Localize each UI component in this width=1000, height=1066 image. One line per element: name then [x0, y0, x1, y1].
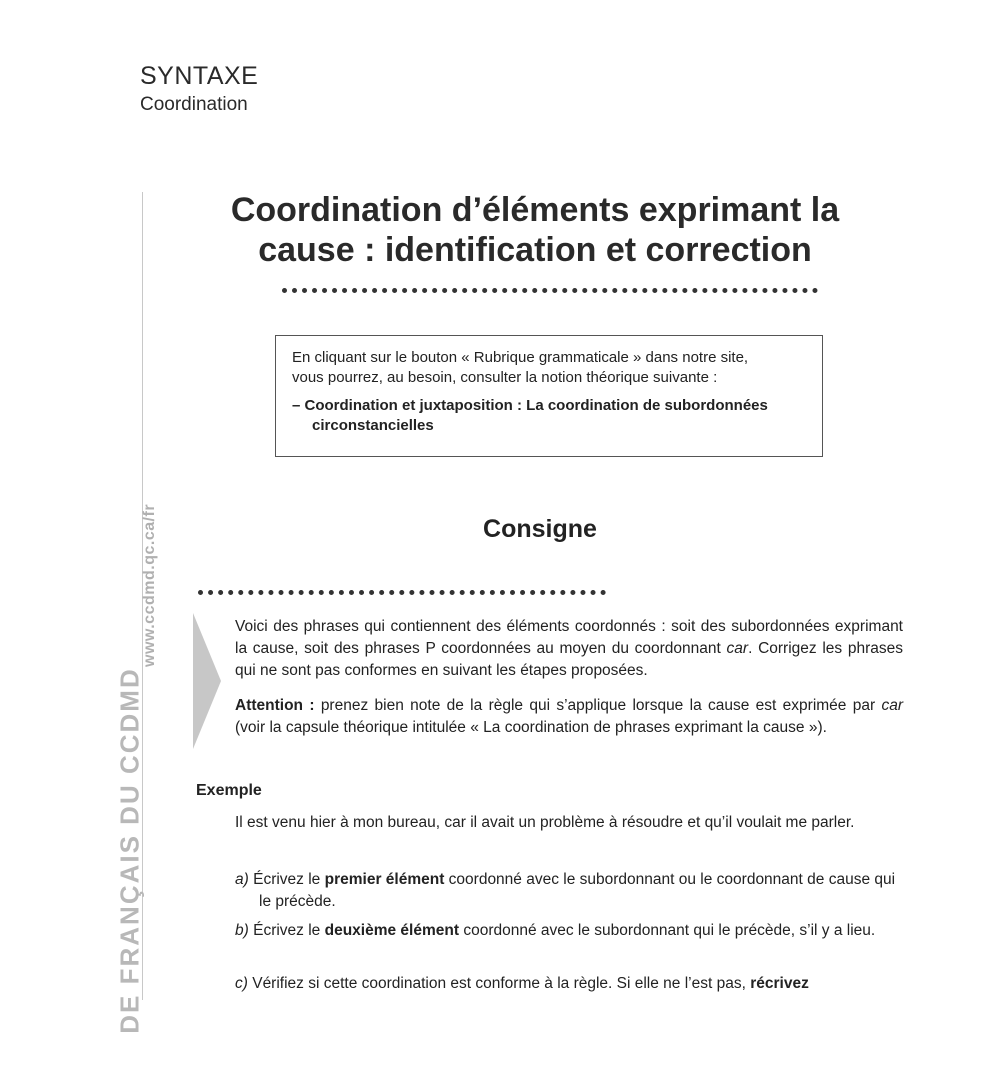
step-a-marker: a) — [235, 871, 249, 888]
step-b-pre: Écrivez le — [248, 922, 325, 939]
page-title-line-2: cause : identification et correction — [258, 231, 812, 269]
consigne-p2-text-b: (voir la capsule théorique intitulée « La coordination de phrases exprimant la cause »). — [235, 719, 827, 736]
page-title-line-1: Coordination d’éléments exprimant la — [230, 191, 840, 229]
step-a-post: coordonné avec le subordonnant ou le coordonnant de cause qui le précède. — [259, 871, 896, 910]
example-sentence: Il est venu hier à mon bureau, car il avait un problème à résoudre et qu’il voulait me parler. — [235, 814, 855, 831]
example-heading: Exemple — [196, 782, 262, 799]
info-reference-item: – Coordination et juxtaposition : La coordination de subordonnées circonstancielles — [292, 397, 768, 434]
consigne-paragraph-2 — [235, 695, 903, 739]
info-box — [275, 335, 823, 457]
consigne-heading: Consigne — [483, 515, 597, 543]
step-b-bold: deuxième élément — [324, 922, 460, 939]
info-line-2: vous pourrez, au besoin, consulter la notion théorique suivante : — [292, 369, 718, 386]
step-c-pre: Vérifiez si cette coordination est conforme à la règle. Si elle ne l’est pas, — [247, 975, 751, 992]
page-title — [200, 190, 870, 270]
consigne-dotted-divider — [198, 590, 606, 595]
step-b — [235, 920, 903, 942]
consigne-p1-car: car — [726, 640, 749, 657]
title-dotted-divider — [282, 288, 818, 293]
step-c-marker: c) — [235, 975, 248, 992]
consigne-paragraph-1 — [235, 616, 903, 682]
consigne-p2-car: car — [881, 697, 904, 714]
step-c — [235, 973, 903, 995]
sidebar-url: www.ccdmd.qc.ca/fr — [141, 503, 158, 667]
step-c-bold: récrivez — [750, 975, 809, 992]
step-b-post: coordonné avec le subordonnant qui le précède, s’il y a lieu. — [459, 922, 876, 939]
section-subtitle: Coordination — [140, 94, 248, 115]
arrow-marker-icon — [193, 613, 221, 749]
step-a-bold: premier élément — [324, 871, 445, 888]
consigne-p1-text-a: Voici des phrases qui contiennent des éléments coordonnés : soit des subordonnées exprimant la cause, soit des phrases P coordonnées au moyen du coordonnant — [235, 618, 903, 657]
sidebar-brand: DE FRANÇAIS DU CCDMD — [114, 667, 145, 1034]
step-b-marker: b) — [235, 922, 249, 939]
section-title: SYNTAXE — [140, 62, 259, 90]
consigne-p1-text-b: . Corrigez les phrases qui ne sont pas conformes en suivant les étapes proposées. — [235, 640, 903, 679]
attention-label: Attention : — [235, 697, 315, 714]
step-a — [235, 869, 903, 913]
info-line-1: En cliquant sur le bouton « Rubrique grammaticale » dans notre site, — [292, 349, 749, 366]
consigne-p2-text-a: prenez bien note de la règle qui s’applique lorsque la cause est exprimée par — [314, 697, 882, 714]
step-a-pre: Écrivez le — [248, 871, 325, 888]
